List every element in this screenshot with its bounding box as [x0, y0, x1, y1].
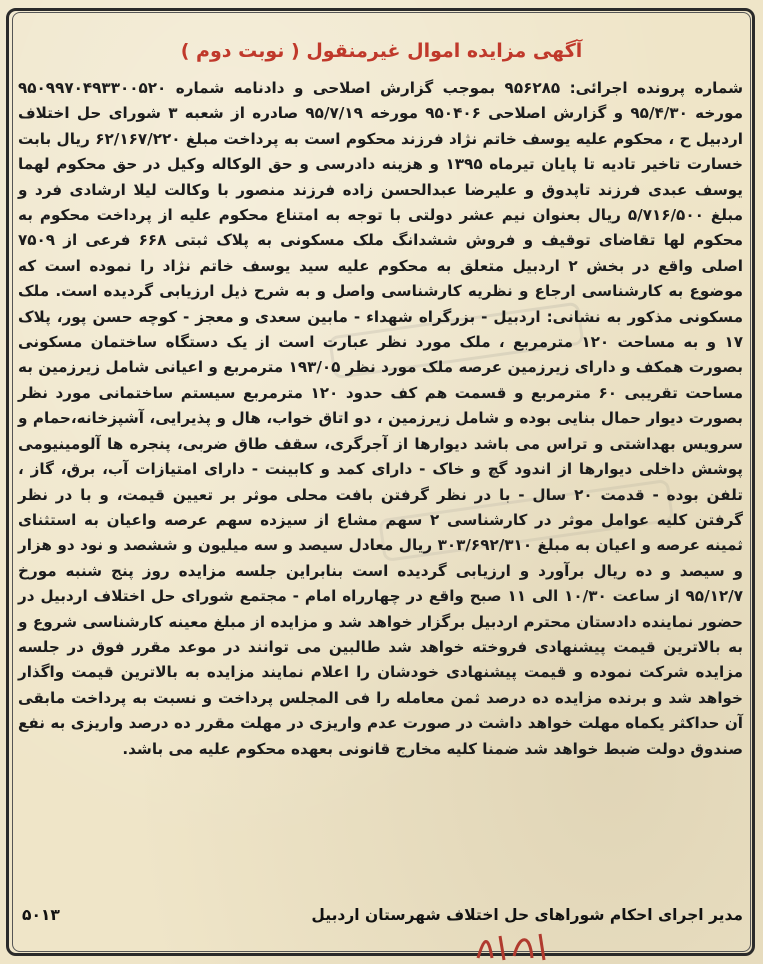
notice-code: ۵۰۱۳	[22, 906, 60, 924]
notice-title: آگهی مزایده اموال غیرمنقول ( نوبت دوم )	[180, 40, 583, 62]
notice-body: شماره پرونده اجرائی: ۹۵۶۲۸۵ بموجب گزارش اصلاحی و دادنامه شماره ۹۵۰۹۹۷۰۴۹۳۳۰۰۵۲۰ مورخه ۹۵/۴/۳۰ و گزارش اصلاحی ۹۵۰۴۰۶ مورخه ۹۵/۷/۱۹ صادره از شعبه ۳ شورای حل اختلاف اردبیل ح ، محکوم علیه یوسف خاتم نژاد فرزند محکوم است به پرداخت مبلغ ۶۲/۱۶۷/۲۲۰ ریال بابت خسارت تاخیر تادیه تا پایان تیرماه ۱۳۹۵ و هزینه دادرسی و حق الوکاله وکیل در حق محکوم لهما یوسف عبدی فرزند تاپدوق و علیرضا عبدالحسن زاده فرزند منصور با وکالت لیلا ارشادی فرد و مبلغ ۵/۷۱۶/۵۰۰ ریال بعنوان نیم عشر دولتی با توجه به امتناع محکوم علیه از پرداخت محکوم به محکوم لها تقاضای توقیف و فروش ششدانگ ملک مسکونی به پلاک ثبتی ۶۶۸ فرعی از ۷۵۰۹ اصلی واقع در بخش ۲ اردبیل متعلق به محکوم علیه سید یوسف خاتم نژاد را نموده است که موضوع به کارشناسی ارجاع و نظریه کارشناسی واصل و به شرح ذیل ارزیابی گردیده است. ملک مسکونی مذکور به نشانی: اردبیل - بزرگراه شهداء - مابین سعدی و معجز - کوچه حسن پور، پلاک ۱۷ و به مساحت ۱۲۰ مترمربع ، ملک مورد نظر عبارت است از یک دستگاه ساختمان مسکونی بصورت همکف و دارای زیرزمین عرصه ملک مورد نظر ۱۹۳/۰۵ مترمربع و اعیانی شامل زیرزمین به مساحت تقریبی ۶۰ مترمربع و قسمت هم کف حدود ۱۲۰ مترمربع سیستم ساختمانی مورد نظر بصورت دیوار حمال بنایی بوده و شامل زیرزمین ، دو اتاق خواب، هال و پذیرایی، آشپزخانه،حمام و سرویس بهداشتی و تراس می باشد دیوارها از آجرگری، سقف طاق ضربی، پنجره ها آلومینیومی پوشش داخلی دیوارها از اندود گچ و خاک - دارای کمد و کابینت - دارای امتیازات آب، برق، گاز ، تلفن بوده - قدمت ۲۰ سال - با در نظر گرفتن بافت محلی موثر بر تعیین قیمت، و با در نظر گرفتن کلیه عوامل موثر در کارشناسی ۲ سهم مشاع از سیزده سهم عرصه واعیان به استثنای ثمینه عرصه و اعیان به مبلغ ۳۰۳/۶۹۲/۳۱۰ ریال معادل سیصد و سه میلیون و ششصد و نود دو هزار و سیصد و ده ریال برآورد و ارزیابی گردیده است بنابراین جلسه مزایده روز پنج شنبه مورخ ۹۵/۱۲/۷ از ساعت ۱۰/۳۰ الی ۱۱ صبح واقع در چهارراه امام - مجتمع شورای حل اختلاف اردبیل در حضور نماینده دادستان محترم اردبیل برگزار خواهد شد و مزایده از مبلغ معینه کارشناسی شروع و به بالاترین قیمت پیشنهادی فروخته خواهد شد طالبین می توانند در موعد مقرر فوق در جلسه مزایده شرکت نموده و قیمت پیشنهادی خودشان را اعلام نمایند مزایده به بالاترین قیمت واگذار خواهد شد و برنده مزایده ده درصد ثمن معامله را فی المجلس پرداخت و نسبت به پرداخت مابقی آن حداکثر یکماه مهلت خواهد داشت در صورت عدم واریزی در مهلت مقرر ده درصد واریزی به نفع صندوق دولت ضبط خواهد شد ضمنا کلیه مخارج قانونی بعهده محکوم علیه می باشد.	[18, 79, 744, 758]
notice-signature: مدیر اجرای احکام شوراهای حل اختلاف شهرستان اردبیل	[311, 906, 743, 924]
handwritten-mark	[470, 928, 560, 964]
